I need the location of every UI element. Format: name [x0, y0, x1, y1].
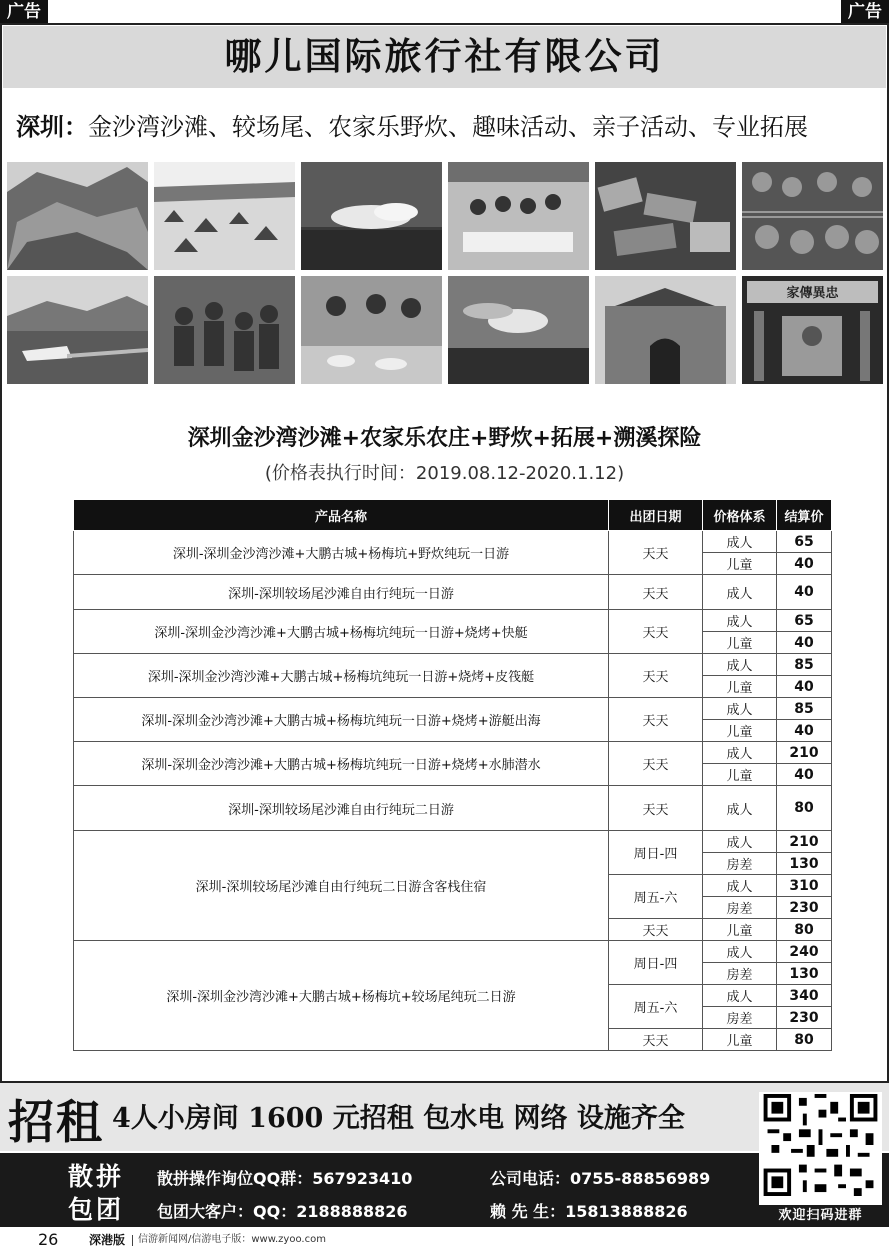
photo-ancient-city-gate: [595, 276, 736, 384]
col-header-price: 结算价: [777, 500, 832, 531]
contact-bar: [0, 1153, 889, 1227]
price-value: 230: [777, 897, 832, 919]
price-value: 85: [777, 654, 832, 676]
depart-date: 天天: [609, 654, 703, 698]
price-value: 210: [777, 742, 832, 764]
table-row: [74, 531, 832, 553]
photo-speedboat: [7, 276, 148, 384]
footer-divider: [132, 1235, 133, 1246]
table-row: [74, 575, 832, 610]
price-value: 65: [777, 531, 832, 553]
price-value: 65: [777, 610, 832, 632]
price-value: 40: [777, 575, 832, 610]
company-phone-line: 公司电话：0755-88856989: [490, 1169, 711, 1188]
ad-tag-left: 广告: [0, 0, 48, 24]
table-header-row: [74, 500, 832, 531]
price-value: 340: [777, 985, 832, 1007]
mr-lai-phone-line: 赖 先 生：15813888826: [490, 1202, 688, 1221]
page-footer: [0, 1230, 889, 1250]
rent-description: 4人小房间 1600 元招租 包水电 网络 设施齐全: [112, 1103, 685, 1134]
photo-grill: [742, 162, 883, 270]
price-value: 80: [777, 1029, 832, 1051]
photo-bbq-skewers: [595, 162, 736, 270]
product-name: 深圳-深圳金沙湾沙滩+大鹏古城+杨梅坑纯玩一日游+烧烤+皮筏艇: [74, 654, 609, 698]
company-name: 哪儿国际旅行社有限公司: [3, 26, 886, 88]
price-type: 房差: [703, 897, 777, 919]
photo-sea-sky: [301, 162, 442, 270]
photo-team-training: [154, 276, 295, 384]
big-client-qq-line: 包团大客户：QQ：2188888826: [157, 1202, 408, 1221]
price-value: 80: [777, 919, 832, 941]
price-type: 成人: [703, 831, 777, 853]
price-type: 儿童: [703, 553, 777, 575]
depart-date: 周五-六: [609, 985, 703, 1029]
page-number: 26: [38, 1230, 59, 1249]
depart-date: 天天: [609, 742, 703, 786]
photo-rock-cliff: [7, 162, 148, 270]
table-row: [74, 742, 832, 764]
product-name: 深圳-深圳金沙湾沙滩+大鹏古城+杨梅坑+较场尾纯玩二日游: [74, 941, 609, 1051]
depart-date: 天天: [609, 698, 703, 742]
price-type: 房差: [703, 963, 777, 985]
price-type: 成人: [703, 786, 777, 831]
product-name: 深圳-深圳金沙湾沙滩+大鹏古城+杨梅坑+野炊纯玩一日游: [74, 531, 609, 575]
price-type: 儿童: [703, 764, 777, 786]
price-value: 40: [777, 553, 832, 575]
price-type: 儿童: [703, 676, 777, 698]
depart-date: 天天: [609, 610, 703, 654]
destination-items: 金沙湾沙滩、较场尾、农家乐野炊、趣味活动、亲子活动、专业拓展: [88, 113, 808, 141]
price-value: 310: [777, 875, 832, 897]
price-type: 成人: [703, 941, 777, 963]
price-type: 成人: [703, 610, 777, 632]
price-type: 儿童: [703, 720, 777, 742]
price-type: 成人: [703, 875, 777, 897]
product-name: 深圳-深圳金沙湾沙滩+大鹏古城+杨梅坑纯玩一日游+烧烤+游艇出海: [74, 698, 609, 742]
price-value: 130: [777, 963, 832, 985]
depart-date: 天天: [609, 919, 703, 941]
price-type: 儿童: [703, 632, 777, 654]
table-row: [74, 941, 832, 963]
price-value: 80: [777, 786, 832, 831]
price-value: 40: [777, 764, 832, 786]
col-header-date: 出团日期: [609, 500, 703, 531]
photo-group-meal: [448, 162, 589, 270]
depart-date: 天天: [609, 531, 703, 575]
price-type: 房差: [703, 853, 777, 875]
footer-info: 信游新闻网/信游电子版：www.zyoo.com: [138, 1234, 326, 1245]
destination-line: [16, 107, 808, 142]
col-header-price-type: 价格体系: [703, 500, 777, 531]
price-type: 成人: [703, 698, 777, 720]
price-type: 儿童: [703, 919, 777, 941]
depart-date: 周日-四: [609, 831, 703, 875]
product-name: 深圳-深圳较场尾沙滩自由行纯玩一日游: [74, 575, 609, 610]
depart-date: 周日-四: [609, 941, 703, 985]
price-value: 40: [777, 632, 832, 654]
product-name: 深圳-深圳金沙湾沙滩+大鹏古城+杨梅坑纯玩一日游+烧烤+水肺潜水: [74, 742, 609, 786]
photo-outdoor-cooking: [301, 276, 442, 384]
depart-date: 天天: [609, 786, 703, 831]
price-type: 成人: [703, 531, 777, 553]
destination-label: 深圳：: [16, 113, 88, 141]
route-title: 深圳金沙湾沙滩+农家乐农庄+野炊+拓展+溯溪探险: [187, 426, 702, 451]
price-value: 210: [777, 831, 832, 853]
qr-code-icon: [763, 1094, 878, 1196]
product-name: 深圳-深圳较场尾沙滩自由行纯玩二日游含客栈住宿: [74, 831, 609, 941]
table-row: [74, 786, 832, 831]
photo-sunset-sea: [448, 276, 589, 384]
price-period: (价格表执行时间：2019.08.12-2020.1.12): [264, 463, 625, 484]
price-table: [73, 499, 832, 1051]
table-row: [74, 698, 832, 720]
product-name: 深圳-深圳较场尾沙滩自由行纯玩二日游: [74, 786, 609, 831]
depart-date: 周五-六: [609, 875, 703, 919]
qr-caption: 欢迎扫码进群: [759, 1205, 882, 1227]
photo-ancestral-hall: [742, 276, 883, 384]
price-value: 85: [777, 698, 832, 720]
ad-tag-right: 广告: [841, 0, 889, 24]
price-type: 成人: [703, 742, 777, 764]
hall-sign-text: 家傳異忠: [786, 286, 839, 301]
table-row: [74, 610, 832, 632]
rent-heading: 招租: [8, 1095, 104, 1149]
price-value: 40: [777, 676, 832, 698]
price-type: 成人: [703, 985, 777, 1007]
price-type: 儿童: [703, 1029, 777, 1051]
col-header-product: 产品名称: [74, 500, 609, 531]
photo-beach-tents: [154, 162, 295, 270]
price-type: 成人: [703, 575, 777, 610]
qq-group-line: 散拼操作询位QQ群：567923410: [157, 1169, 413, 1188]
product-name: 深圳-深圳金沙湾沙滩+大鹏古城+杨梅坑纯玩一日游+烧烤+快艇: [74, 610, 609, 654]
price-type: 房差: [703, 1007, 777, 1029]
table-row: [74, 831, 832, 853]
depart-date: 天天: [609, 575, 703, 610]
edition-label: 深港版: [89, 1233, 126, 1247]
price-value: 130: [777, 853, 832, 875]
sanpin-label: 散拼: [68, 1162, 125, 1191]
price-value: 240: [777, 941, 832, 963]
depart-date: 天天: [609, 1029, 703, 1051]
baotuan-label: 包团: [68, 1195, 125, 1224]
price-value: 40: [777, 720, 832, 742]
price-value: 230: [777, 1007, 832, 1029]
table-row: [74, 654, 832, 676]
photo-grid: [7, 162, 883, 384]
price-type: 成人: [703, 654, 777, 676]
